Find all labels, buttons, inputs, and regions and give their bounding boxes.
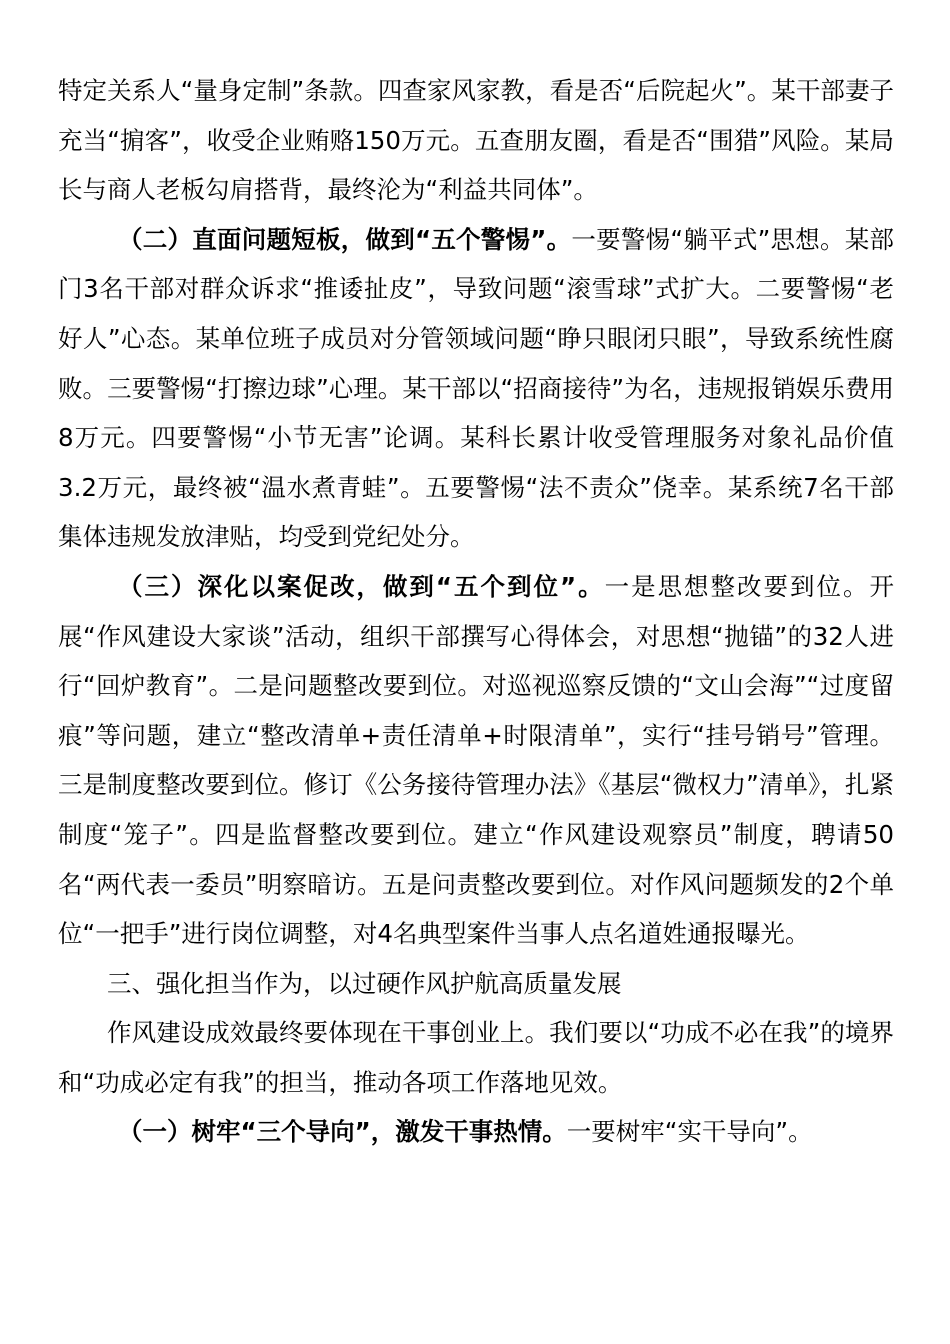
paragraph-text: 一要树牢“实干导向”。 bbox=[566, 1117, 813, 1147]
paragraph-text: 一是思想整改要到位。开展“作风建设大家谈”活动，组织干部撰写心得体会，对思想“抛锚”的32人进行“回炉教育”。二是问题整改要到位。对巡视巡察反馈的“文山会海”“过度留痕”等问题，建立“整改清单+责任清单+时限清单”，实行“挂号销号”管理。三是制度整改要到位。修订《公务接待管理办法》《基层“微权力”清单》，扎紧制度“笼子”。四是监督整改要到位。建立“作风建设观察员”制度，聘请50名“两代表一委员”明察暗访。五是问责整改要到位。对作风问题频发的2个单位“一把手”进行岗位调整，对4名典型案件当事人点名道姓通报曝光。 bbox=[58, 571, 895, 949]
intro-paragraph bbox=[58, 1008, 894, 1107]
paragraph-text: 作风建设成效最终要体现在干事创业上。我们要以“功成不必在我”的境界和“功成必定有我”的担当，推动各项工作落地见效。 bbox=[58, 1018, 894, 1097]
chapter-heading-text: 三、强化担当作为，以过硬作风护航高质量发展 bbox=[107, 968, 622, 998]
subsection-one-paragraph bbox=[58, 1107, 894, 1157]
section-heading: （二）直面问题短板，做到“五个警惕”。 bbox=[118, 224, 572, 254]
paragraph-continuation bbox=[58, 66, 894, 215]
section-heading: （一）树牢“三个导向”，激发干事热情。 bbox=[118, 1117, 567, 1147]
section-two-paragraph bbox=[58, 215, 894, 562]
chapter-heading bbox=[58, 959, 894, 1009]
section-heading: （三）深化以案促改，做到“五个到位”。 bbox=[118, 571, 605, 601]
paragraph-text: 特定关系人“量身定制”条款。四查家风家教，看是否“后院起火”。某干部妻子充当“掮客”，收受企业贿赂150万元。五查朋友圈，看是否“围猎”风险。某局长与商人老板勾肩搭背，最终沦为“利益共同体”。 bbox=[58, 76, 894, 205]
paragraph-text: 一要警惕“躺平式”思想。某部门3名干部对群众诉求“推诿扯皮”，导致问题“滚雪球”式扩大。二要警惕“老好人”心态。某单位班子成员对分管领域问题“睁只眼闭只眼”，导致系统性腐败。三要警惕“打擦边球”心理。某干部以“招商接待”为名，违规报销娱乐费用8万元。四要警惕“小节无害”论调。某科长累计收受管理服务对象礼品价值3.2万元，最终被“温水煮青蛙”。五要警惕“法不责众”侥幸。某系统7名干部集体违规发放津贴，均受到党纪处分。 bbox=[58, 224, 895, 552]
section-three-paragraph bbox=[58, 562, 894, 959]
